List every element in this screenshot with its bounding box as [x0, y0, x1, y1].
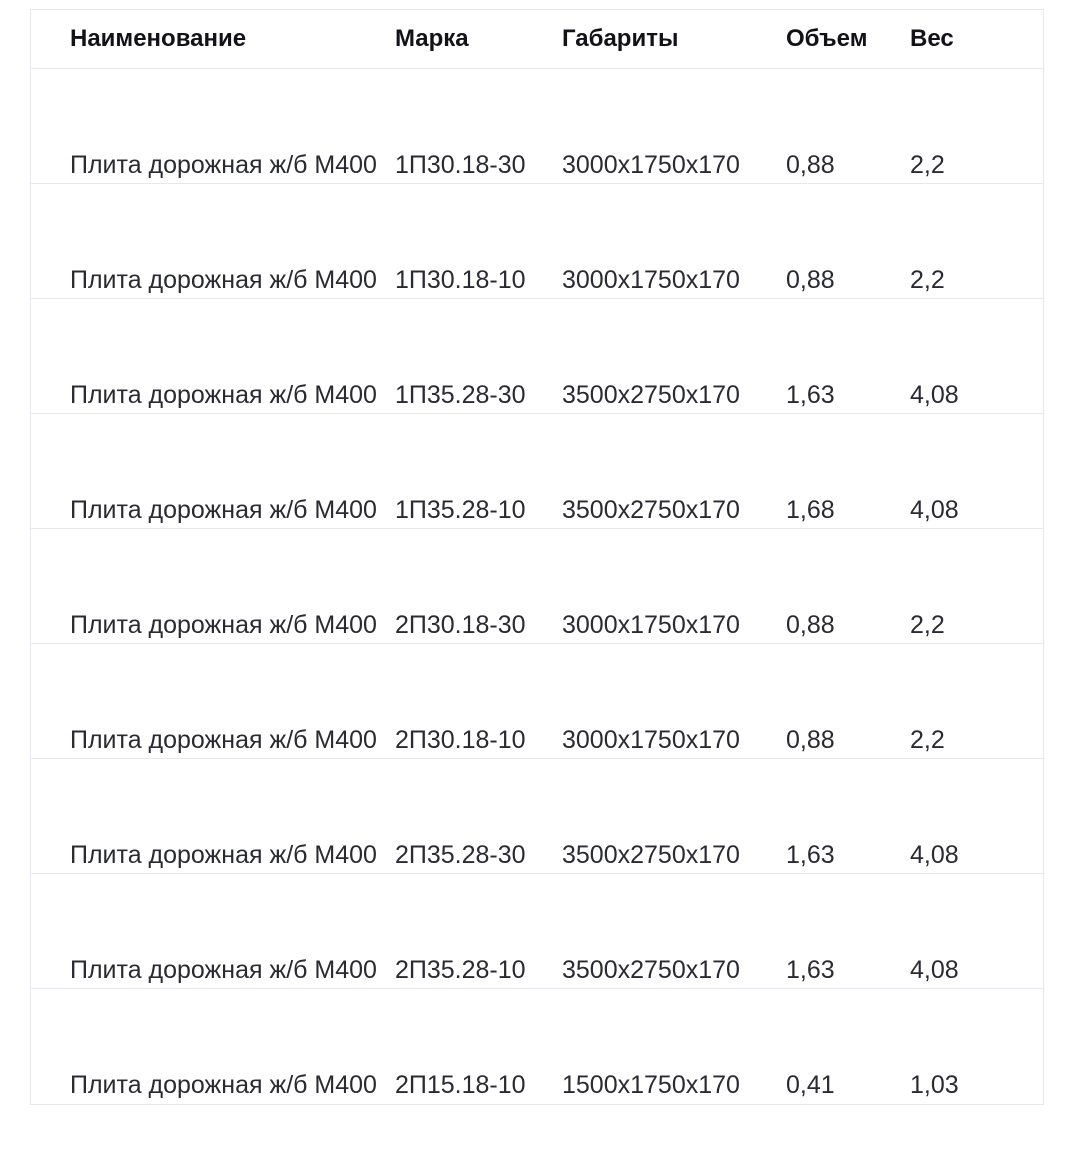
cell-weight: 1,03 [910, 1071, 959, 1099]
cell-weight: 2,2 [910, 266, 945, 294]
cell-volume: 0,41 [786, 1071, 835, 1099]
cell-volume: 0,88 [786, 151, 835, 179]
cell-name: Плита дорожная ж/б М400 [70, 151, 377, 179]
cell-name: Плита дорожная ж/б М400 [70, 611, 377, 639]
cell-volume: 1,68 [786, 496, 835, 524]
cell-mark: 2П30.18-30 [395, 611, 526, 639]
cell-dimensions: 3500х2750х170 [562, 496, 740, 524]
column-header-mark: Марка [395, 25, 469, 52]
table-row [31, 184, 1043, 299]
cell-weight: 2,2 [910, 611, 945, 639]
table-row [31, 759, 1043, 874]
cell-weight: 4,08 [910, 496, 959, 524]
cell-name: Плита дорожная ж/б М400 [70, 726, 377, 754]
column-header-weight: Вес [910, 25, 954, 52]
cell-name: Плита дорожная ж/б М400 [70, 496, 377, 524]
table-row [31, 989, 1043, 1104]
table-row [31, 69, 1043, 184]
cell-weight: 4,08 [910, 841, 959, 869]
cell-mark: 1П30.18-30 [395, 151, 526, 179]
cell-weight: 4,08 [910, 956, 959, 984]
table-row [31, 529, 1043, 644]
cell-dimensions: 1500х1750х170 [562, 1071, 740, 1099]
cell-mark: 2П35.28-10 [395, 956, 526, 984]
cell-volume: 1,63 [786, 381, 835, 409]
cell-name: Плита дорожная ж/б М400 [70, 841, 377, 869]
cell-weight: 2,2 [910, 151, 945, 179]
cell-volume: 0,88 [786, 611, 835, 639]
cell-name: Плита дорожная ж/б М400 [70, 956, 377, 984]
cell-dimensions: 3500х2750х170 [562, 841, 740, 869]
cell-weight: 2,2 [910, 726, 945, 754]
cell-dimensions: 3000х1750х170 [562, 151, 740, 179]
cell-mark: 1П35.28-30 [395, 381, 526, 409]
cell-volume: 1,63 [786, 841, 835, 869]
column-header-volume: Объем [786, 25, 868, 52]
cell-volume: 0,88 [786, 266, 835, 294]
cell-mark: 2П15.18-10 [395, 1071, 526, 1099]
cell-name: Плита дорожная ж/б М400 [70, 266, 377, 294]
column-header-dimensions: Габариты [562, 25, 679, 52]
cell-dimensions: 3500х2750х170 [562, 381, 740, 409]
cell-name: Плита дорожная ж/б М400 [70, 1071, 377, 1099]
cell-mark: 1П35.28-10 [395, 496, 526, 524]
table-row [31, 414, 1043, 529]
table-row [31, 874, 1043, 989]
cell-volume: 1,63 [786, 956, 835, 984]
column-header-name: Наименование [70, 25, 247, 52]
cell-dimensions: 3000х1750х170 [562, 611, 740, 639]
cell-name: Плита дорожная ж/б М400 [70, 381, 377, 409]
table-row [31, 299, 1043, 414]
products-table [30, 9, 1044, 1105]
cell-weight: 4,08 [910, 381, 959, 409]
cell-volume: 0,88 [786, 726, 835, 754]
cell-mark: 2П30.18-10 [395, 726, 526, 754]
cell-dimensions: 3500х2750х170 [562, 956, 740, 984]
cell-dimensions: 3000х1750х170 [562, 726, 740, 754]
cell-mark: 1П30.18-10 [395, 266, 526, 294]
cell-mark: 2П35.28-30 [395, 841, 526, 869]
table-row [31, 644, 1043, 759]
table-header-row [31, 10, 1043, 69]
cell-dimensions: 3000х1750х170 [562, 266, 740, 294]
